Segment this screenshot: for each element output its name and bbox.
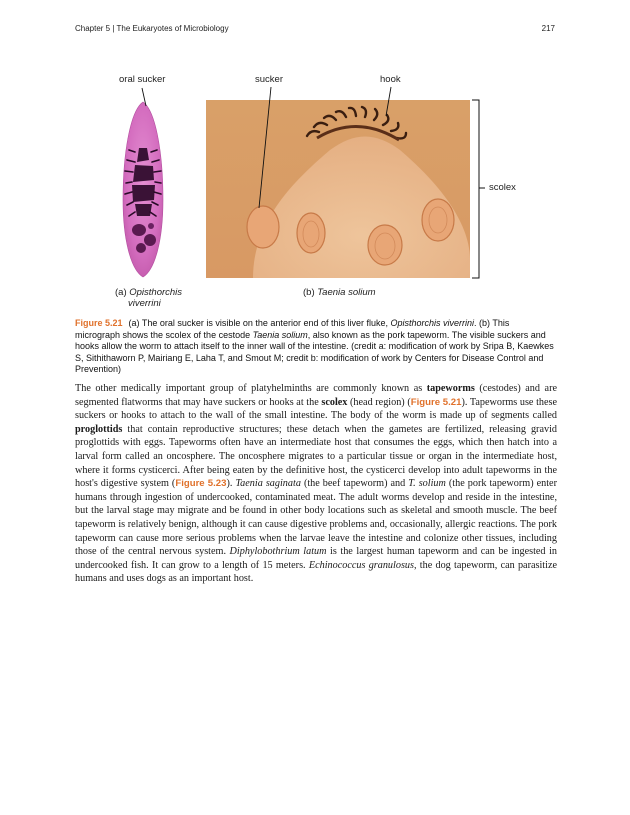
subcaption-a: (a) Opisthorchis viverrini	[115, 287, 183, 309]
scolex-bracket	[472, 100, 485, 278]
term-tapeworms: tapeworms	[426, 383, 475, 394]
figure-caption: Figure 5.21 (a) The oral sucker is visible on the anterior end of this liver fluke, Opisthorchis viverrini. (b) This micrograph shows the scolex of the cestode Taenia solium, also known as the pork tapeworm. The visible suckers and hooks allow the worm to attach itself to the inner wall of the intestine. (credit a: modification of work by Sripa B, Kaewkes S, Sithithaworn P, Mairiang E, Laha T, and Smout M; credit b: modification of work by Centers for Disease Control and Prevention)	[75, 318, 554, 375]
figure-5-21	[75, 70, 555, 310]
label-oral-sucker: oral sucker	[119, 74, 166, 85]
figure-number: Figure 5.21	[75, 318, 123, 328]
figure-5-23-link[interactable]: Figure 5.23	[175, 478, 227, 490]
page-number: 217	[541, 24, 555, 33]
term-scolex: scolex	[321, 396, 348, 408]
figure-illustration	[75, 70, 555, 310]
body-paragraph: The other medically important group of platyhelminths are commonly known as tapeworms (cestodes) and are segmented flatworms that may have suckers or hooks at the scolex (head region) (Figure 5.21). Tapeworms use these suckers or hooks to attach to the wall of the small intestine. The body of the worm is made up of segments called proglottids that contain reproductive structures; these detach when the gametes are fertilized, releasing gravid proglottids with eggs. Tapeworms often have an intermediate host that consumes the eggs, which then hatch into a larval form called an oncosphere. The oncosphere migrates to a particular tissue or organ in the intermediate host, where it forms cysticerci. After being eaten by the definitive host, the cysticerci develop into adult tapeworms in the host's digestive system (Figure 5.23). Taenia saginata (the beef tapeworm) and T. solium (the pork tapeworm) enter humans through ingestion of undercooked, contaminated meat. The adult worms develop and reside in the intestine, but the larval stage may migrate and be found in other body locations such as skeletal and smooth muscle. The beef tapeworm is relatively benign, although it can cause digestive problems and, occasionally, allergic reactions. The pork tapeworm can cause more serious problems when the larvae leave the intestine and colonize other tissues, including those of the central nervous system. Diphylobothrium latum is the largest human tapeworm and can be ingested in undercooked fish. It can grow to a length of 15 meters. Echinococcus granulosus, the dog tapeworm, can parasitize humans and uses dogs as an important host.	[75, 383, 557, 585]
taenia-solium-micrograph	[206, 87, 470, 278]
label-hook: hook	[380, 74, 401, 85]
chapter-title: Chapter 5 | The Eukaryotes of Microbiology	[75, 24, 229, 33]
running-header	[75, 24, 555, 38]
subcaption-b: (b) Taenia solium	[303, 287, 376, 298]
liver-fluke-image	[123, 88, 163, 277]
label-scolex: scolex	[489, 182, 516, 193]
figure-5-21-link[interactable]: Figure 5.21	[410, 396, 462, 408]
label-sucker: sucker	[255, 74, 283, 85]
term-proglottids: proglottids	[75, 423, 123, 435]
